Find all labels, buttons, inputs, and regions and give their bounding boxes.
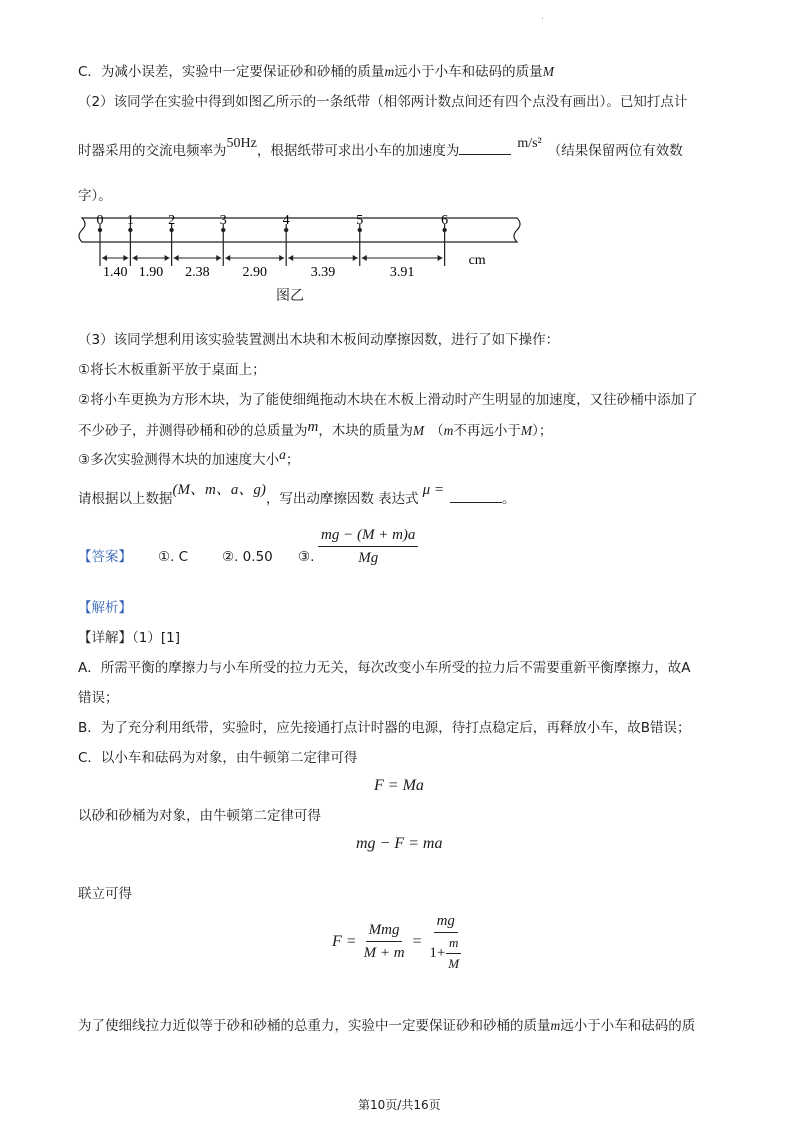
q3-step1: ①将长木板重新平放于桌面上； (78, 362, 266, 378)
tape-point-label: 6 (441, 213, 449, 228)
equation-1: F = Ma (374, 777, 424, 794)
tape-arrowhead (279, 255, 284, 261)
q3-step3: ③多次实验测得木块的加速度大小a； (78, 447, 300, 468)
tape-point-dot (98, 228, 102, 232)
tape-segment-label: 1.90 (138, 265, 164, 280)
tape-arrowhead (362, 255, 367, 261)
tape-segment-label: 2.90 (242, 265, 267, 280)
tape-point-label: 5 (356, 213, 364, 228)
tape-point-dot (358, 228, 362, 232)
tape-unit-label: cm (468, 253, 486, 268)
header-dot: . (541, 12, 544, 22)
tape-arrowhead (353, 255, 358, 261)
equation-3: F = $\frac{\text{Mmg}}{M + m}$ = mg 1+ $\frac{m}{M}$ (332, 912, 465, 971)
tape-arrowhead (123, 255, 128, 261)
answer-blank[interactable] (459, 142, 511, 155)
analysis-sand: 以砂和砂桶为对象，由牛顿第二定律可得 (78, 808, 321, 824)
tape-arrowhead (132, 255, 137, 261)
tape-point-label: 0 (96, 213, 104, 228)
analysis-a-line2: 错误； (78, 690, 119, 706)
tape-arrowhead (288, 255, 293, 261)
analysis-label: 【解析】 (78, 600, 132, 616)
tape-point-dot (221, 228, 225, 232)
tape-arrowhead (165, 255, 170, 261)
page-number: 第10页/共16页 (358, 1098, 441, 1112)
tape-point-dot (128, 228, 132, 232)
tape-arrowhead (225, 255, 230, 261)
q3-line1: （3）该同学想利用该实验装置测出木块和木板间动摩擦因数，进行了如下操作： (78, 332, 560, 348)
answer-3-fraction: $\frac{mg - (M + m)a}{Mg}$ (318, 526, 418, 567)
mu-answer-blank[interactable] (450, 490, 502, 503)
tape-segment-label: 2.38 (185, 265, 210, 280)
tape-arrowhead (174, 255, 179, 261)
tape-point-label: 1 (126, 213, 134, 228)
tape-point-label: 3 (219, 213, 227, 228)
q2-line3: 字）。 (78, 188, 112, 204)
tape-segment-label: 1.40 (102, 265, 128, 280)
tape-arrowhead (102, 255, 107, 261)
analysis-combine: 联立可得 (78, 886, 132, 902)
detail-label: 【详解】（1）[1] (78, 630, 180, 646)
tape-point-label: 2 (168, 213, 176, 228)
analysis-b: B．为了充分利用纸带，实验时，应先接通打点计时器的电源，待打点稳定后，再释放小车，故B错误； (78, 720, 691, 736)
q3-step2-a: ②将小车更换为方形木块，为了能使细绳拖动木块在木板上滑动时产生明显的加速度，又往砂桶中添加了 (78, 392, 698, 408)
tape-arrowhead (438, 255, 443, 261)
answer-1: ①. C (158, 549, 189, 565)
figure-caption: 图乙 (276, 288, 304, 304)
answer-label: 【答案】 (78, 549, 132, 565)
tape-point-dot (284, 228, 288, 232)
tape-point-dot (442, 228, 446, 232)
tape-point-label: 4 (282, 213, 290, 228)
q3-request: 请根据以上数据(M、m、a、g)，写出动摩擦因数 表达式μ =。 (78, 482, 516, 507)
analysis-c: C．以小车和砝码为对象，由牛顿第二定律可得 (78, 750, 358, 766)
analysis-last: 为了使细线拉力近似等于砂和砂桶的总重力，实验中一定要保证砂和砂桶的质量m远小于小车和砝码的质 (78, 1018, 696, 1034)
analysis-a-line1: A．所需平衡的摩擦力与小车所受的拉力无关，每次改变小车所受的拉力后不需要重新平衡摩擦力，故A (78, 660, 691, 676)
q3-step2-b: 不少砂子，并测得砂桶和砂的总质量为m，木块的质量为M （m不再远小于M）； (78, 419, 553, 439)
answer-2: ②. 0.50 (222, 549, 273, 565)
q2-line2: 时器采用的交流电频率为50Hz，根据纸带可求出小车的加速度为 m/s² （结果保留两位有效数 (78, 136, 683, 159)
tape-point-dot (169, 228, 173, 232)
tape-arrowhead (216, 255, 221, 261)
tape-segment-label: 3.91 (389, 265, 415, 280)
equation-2: mg − F = ma (356, 835, 443, 852)
q2-line1: （2）该同学在实验中得到如图乙所示的一条纸带（相邻两计数点间还有四个点没有画出）。已知打点计 (78, 94, 688, 110)
tape-segment-label: 3.39 (310, 265, 336, 280)
option-c-line: C．为减小误差，实验中一定要保证砂和砂桶的质量m远小于小车和砝码的质量M (78, 64, 554, 80)
answer-3-label: ③. (298, 549, 315, 565)
